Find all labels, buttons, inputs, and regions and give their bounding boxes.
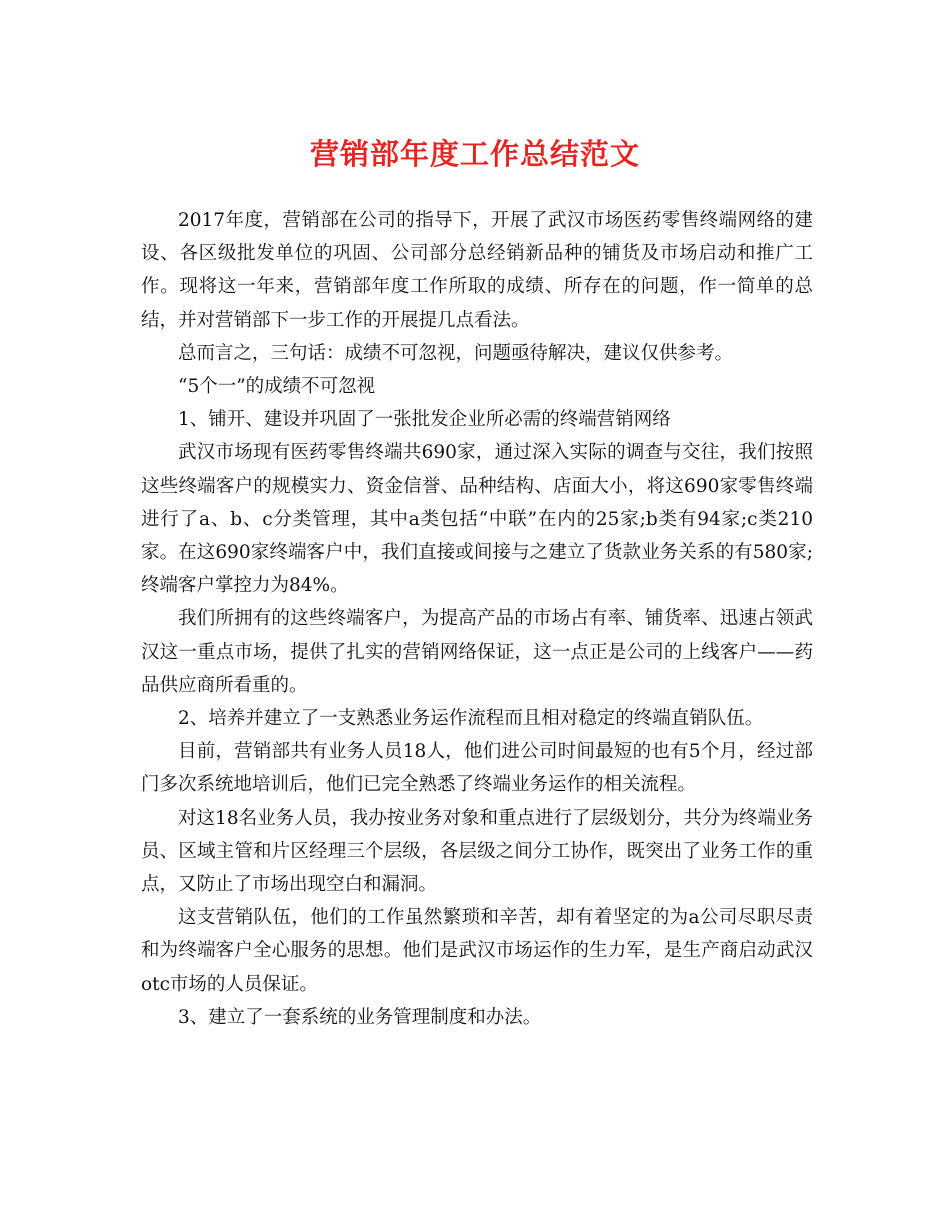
paragraph-levels: 对这18名业务人员，我办按业务对象和重点进行了层级划分，共分为终端业务员、区域主管和片区经理三个层级，各层级之间分工协作，既突出了业务工作的重点，又防止了市场出现空白和漏洞。 — [141, 807, 813, 896]
section-heading: “5个一”的成绩不可忽视 — [178, 376, 376, 398]
page-title: 营销部年度工作总结范文 — [309, 137, 640, 171]
paragraph-network: 武汉市场现有医药零售终端共690家，通过深入实际的调查与交往，我们按照这些终端客户的规模实力、资金信誉、品种结构、店面大小，将这690家零售终端进行了a、b、c分类管理，其中a类包括“中联”在内的25家;b类有94家;c类210家。在这690家终端客户中，我们直接或间接与之建立了货款业务关系的有580家;终端客户掌控力为84%。 — [141, 442, 813, 597]
paragraph-team: 这支营销队伍，他们的工作虽然繁琐和辛苦，却有着坚定的为a公司尽职尽责和为终端客户全心服务的思想。他们是武汉市场运作的生力军，是生产商启动武汉otc市场的人员保证。 — [141, 907, 813, 995]
paragraph-summary: 总而言之，三句话：成绩不可忽视，问题亟待解决，建议仅供参考。 — [178, 342, 734, 364]
subheading-2: 2、培养并建立了一支熟悉业务运作流程而且相对稳定的终端直销队伍。 — [178, 708, 764, 730]
subheading-3: 3、建立了一套系统的业务管理制度和办法。 — [178, 1006, 542, 1028]
paragraph-staff: 目前，营销部共有业务人员18人，他们进公司时间最短的也有5个月，经过部门多次系统地培训后，他们已完全熟悉了终端业务运作的相关流程。 — [141, 741, 813, 796]
paragraph-clients: 我们所拥有的这些终端客户，为提高产品的市场占有率、铺货率、迅速占领武汉这一重点市场，提供了扎实的营销网络保证，这一点正是公司的上线客户——药品供应商所看重的。 — [141, 608, 813, 696]
paragraph-intro: 2017年度，营销部在公司的指导下，开展了武汉市场医药零售终端网络的建设、各区级批发单位的巩固、公司部分总经销新品种的铺货及市场启动和推广工作。现将这一年来，营销部年度工作所取的成绩、所存在的问题，作一简单的总结，并对营销部下一步工作的开展提几点看法。 — [141, 210, 813, 331]
subheading-1: 1、铺开、建设并巩固了一张批发企业所必需的终端营销网络 — [178, 409, 671, 431]
document-body — [141, 204, 813, 1034]
